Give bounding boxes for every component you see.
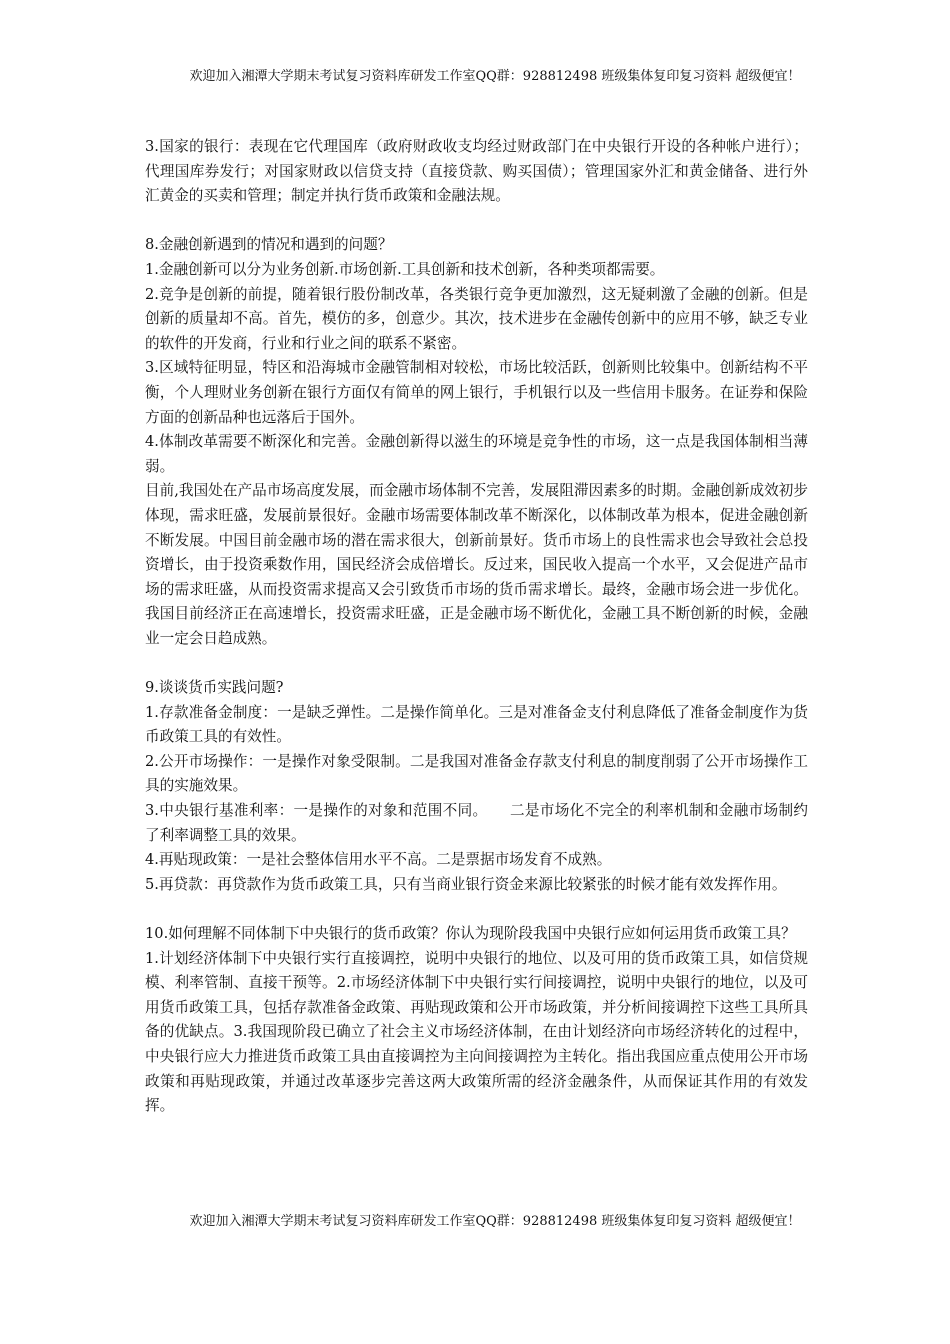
section10-title: 10.如何理解不同体制下中央银行的货币政策？你认为现阶段我国中央银行应如何运用货币政策工具？ — [145, 925, 796, 942]
page-footer: 欢迎加入湘潭大学期末考试复习资料库研发工作室QQ群：928812498 班级集体复印复习资料 超级便宜！ — [189, 1214, 801, 1229]
paragraph-gap — [145, 209, 808, 234]
paragraph-gap — [145, 651, 808, 676]
section8-summary: 目前,我国处在产品市场高度发展，而金融市场体制不完善，发展阻滞因素多的时期。金融创新成效初步体现，需求旺盛，发展前景很好。金融市场需要体制改革不断深化，以体制改革为根本，促进金融创新不断发展。中国目前金融市场的潜在需求很大，创新前景好。货币市场上的良性需求也会导致社会总投资增长，由于投资乘数作用，国民经济会成倍增长。反过来，国民收入提高一个水平，又会促进产品市场的需求旺盛，从而投资需求提高又会引致货币市场的货币需求增长。最终，金融市场会进一步优化。我国目前经济正在高速增长，投资需求旺盛，正是金融市场不断优化，金融工具不断创新的时候，金融业一定会日趋成熟。 — [145, 482, 808, 647]
section8-item-4: 4.体制改革需要不断深化和完善。金融创新得以滋生的环境是竞争性的市场，这一点是我国体制相当薄弱。 — [145, 433, 808, 475]
section9-item-5: 5.再贷款：再贷款作为货币政策工具，只有当商业银行资金来源比较紧张的时候才能有效发挥作用。 — [145, 875, 787, 893]
section3-body: 3.国家的银行：表现在它代理国库（政府财政收支均经过财政部门在中央银行开设的各种帐户进行）；代理国库券发行；对国家财政以信贷支持（直接贷款、购买国债）；管理国家外汇和黄金储备、进行外汇黄金的买卖和管理；制定并执行货币政策和金融法规。 — [145, 138, 808, 205]
document-body — [145, 135, 808, 1119]
section8-item-2: 2.竞争是创新的前提，随着银行股份制改革，各类银行竞争更加激烈，这无疑刺激了金融的创新。但是创新的质量却不高。首先，模仿的多，创意少。其次，技术进步在金融传创新中的应用不够，缺乏专业的软件的开发商，行业和行业之间的联系不紧密。 — [145, 285, 808, 352]
section9-item-1: 1.存款准备金制度：一是缺乏弹性。二是操作简单化。三是对准备金支付利息降低了准备金制度作为货币政策工具的有效性。 — [145, 703, 808, 746]
section8-item-1: 1.金融创新可以分为业务创新.市场创新.工具创新和技术创新，各种类项都需要。 — [145, 260, 665, 278]
paragraph-gap — [145, 897, 808, 922]
section10-body: 1.计划经济体制下中央银行实行直接调控，说明中央银行的地位、以及可用的货币政策工具，如信贷规模、利率管制、直接干预等。2.市场经济体制下中央银行实行间接调控，说明中央银行的地位，以及可用货币政策工具，包括存款准备金政策、再贴现政策和公开市场政策，并分析间接调控下这些工具所具备的优缺点。3.我国现阶段已确立了社会主义市场经济体制，在由计划经济向市场经济转化的过程中，中央银行应大力推进货币政策工具由直接调控为主向间接调控为主转化。指出我国应重点使用公开市场政策和再贴现政策，并通过改革逐步完善这两大政策所需的经济金融条件，从而保证其作用的有效发挥。 — [145, 949, 808, 1115]
section8-item-3: 3.区域特征明显，特区和沿海城市金融管制相对较松，市场比较活跃，创新则比较集中。创新结构不平衡，个人理财业务创新在银行方面仅有简单的网上银行，手机银行以及一些信用卡服务。在证券和保险方面的创新品种也远落后于国外。 — [145, 359, 808, 426]
page-header: 欢迎加入湘潭大学期末考试复习资料库研发工作室QQ群：928812498 班级集体复印复习资料 超级便宜！ — [189, 69, 801, 84]
section9-item-2: 2.公开市场操作：一是操作对象受限制。二是我国对准备金存款支付利息的制度削弱了公开市场操作工具的实施效果。 — [145, 752, 808, 795]
section9-item-4: 4.再贴现政策：一是社会整体信用水平不高。二是票据市场发育不成熟。 — [145, 851, 612, 869]
section9-title: 9.谈谈货币实践问题? — [145, 679, 284, 697]
section8-title: 8.金融创新遇到的情况和遇到的问题？ — [145, 236, 393, 254]
section9-item-3: 3.中央银行基准利率：一是操作的对象和范围不同。 二是市场化不完全的利率机制和金融市场制约了利率调整工具的效果。 — [145, 802, 808, 844]
